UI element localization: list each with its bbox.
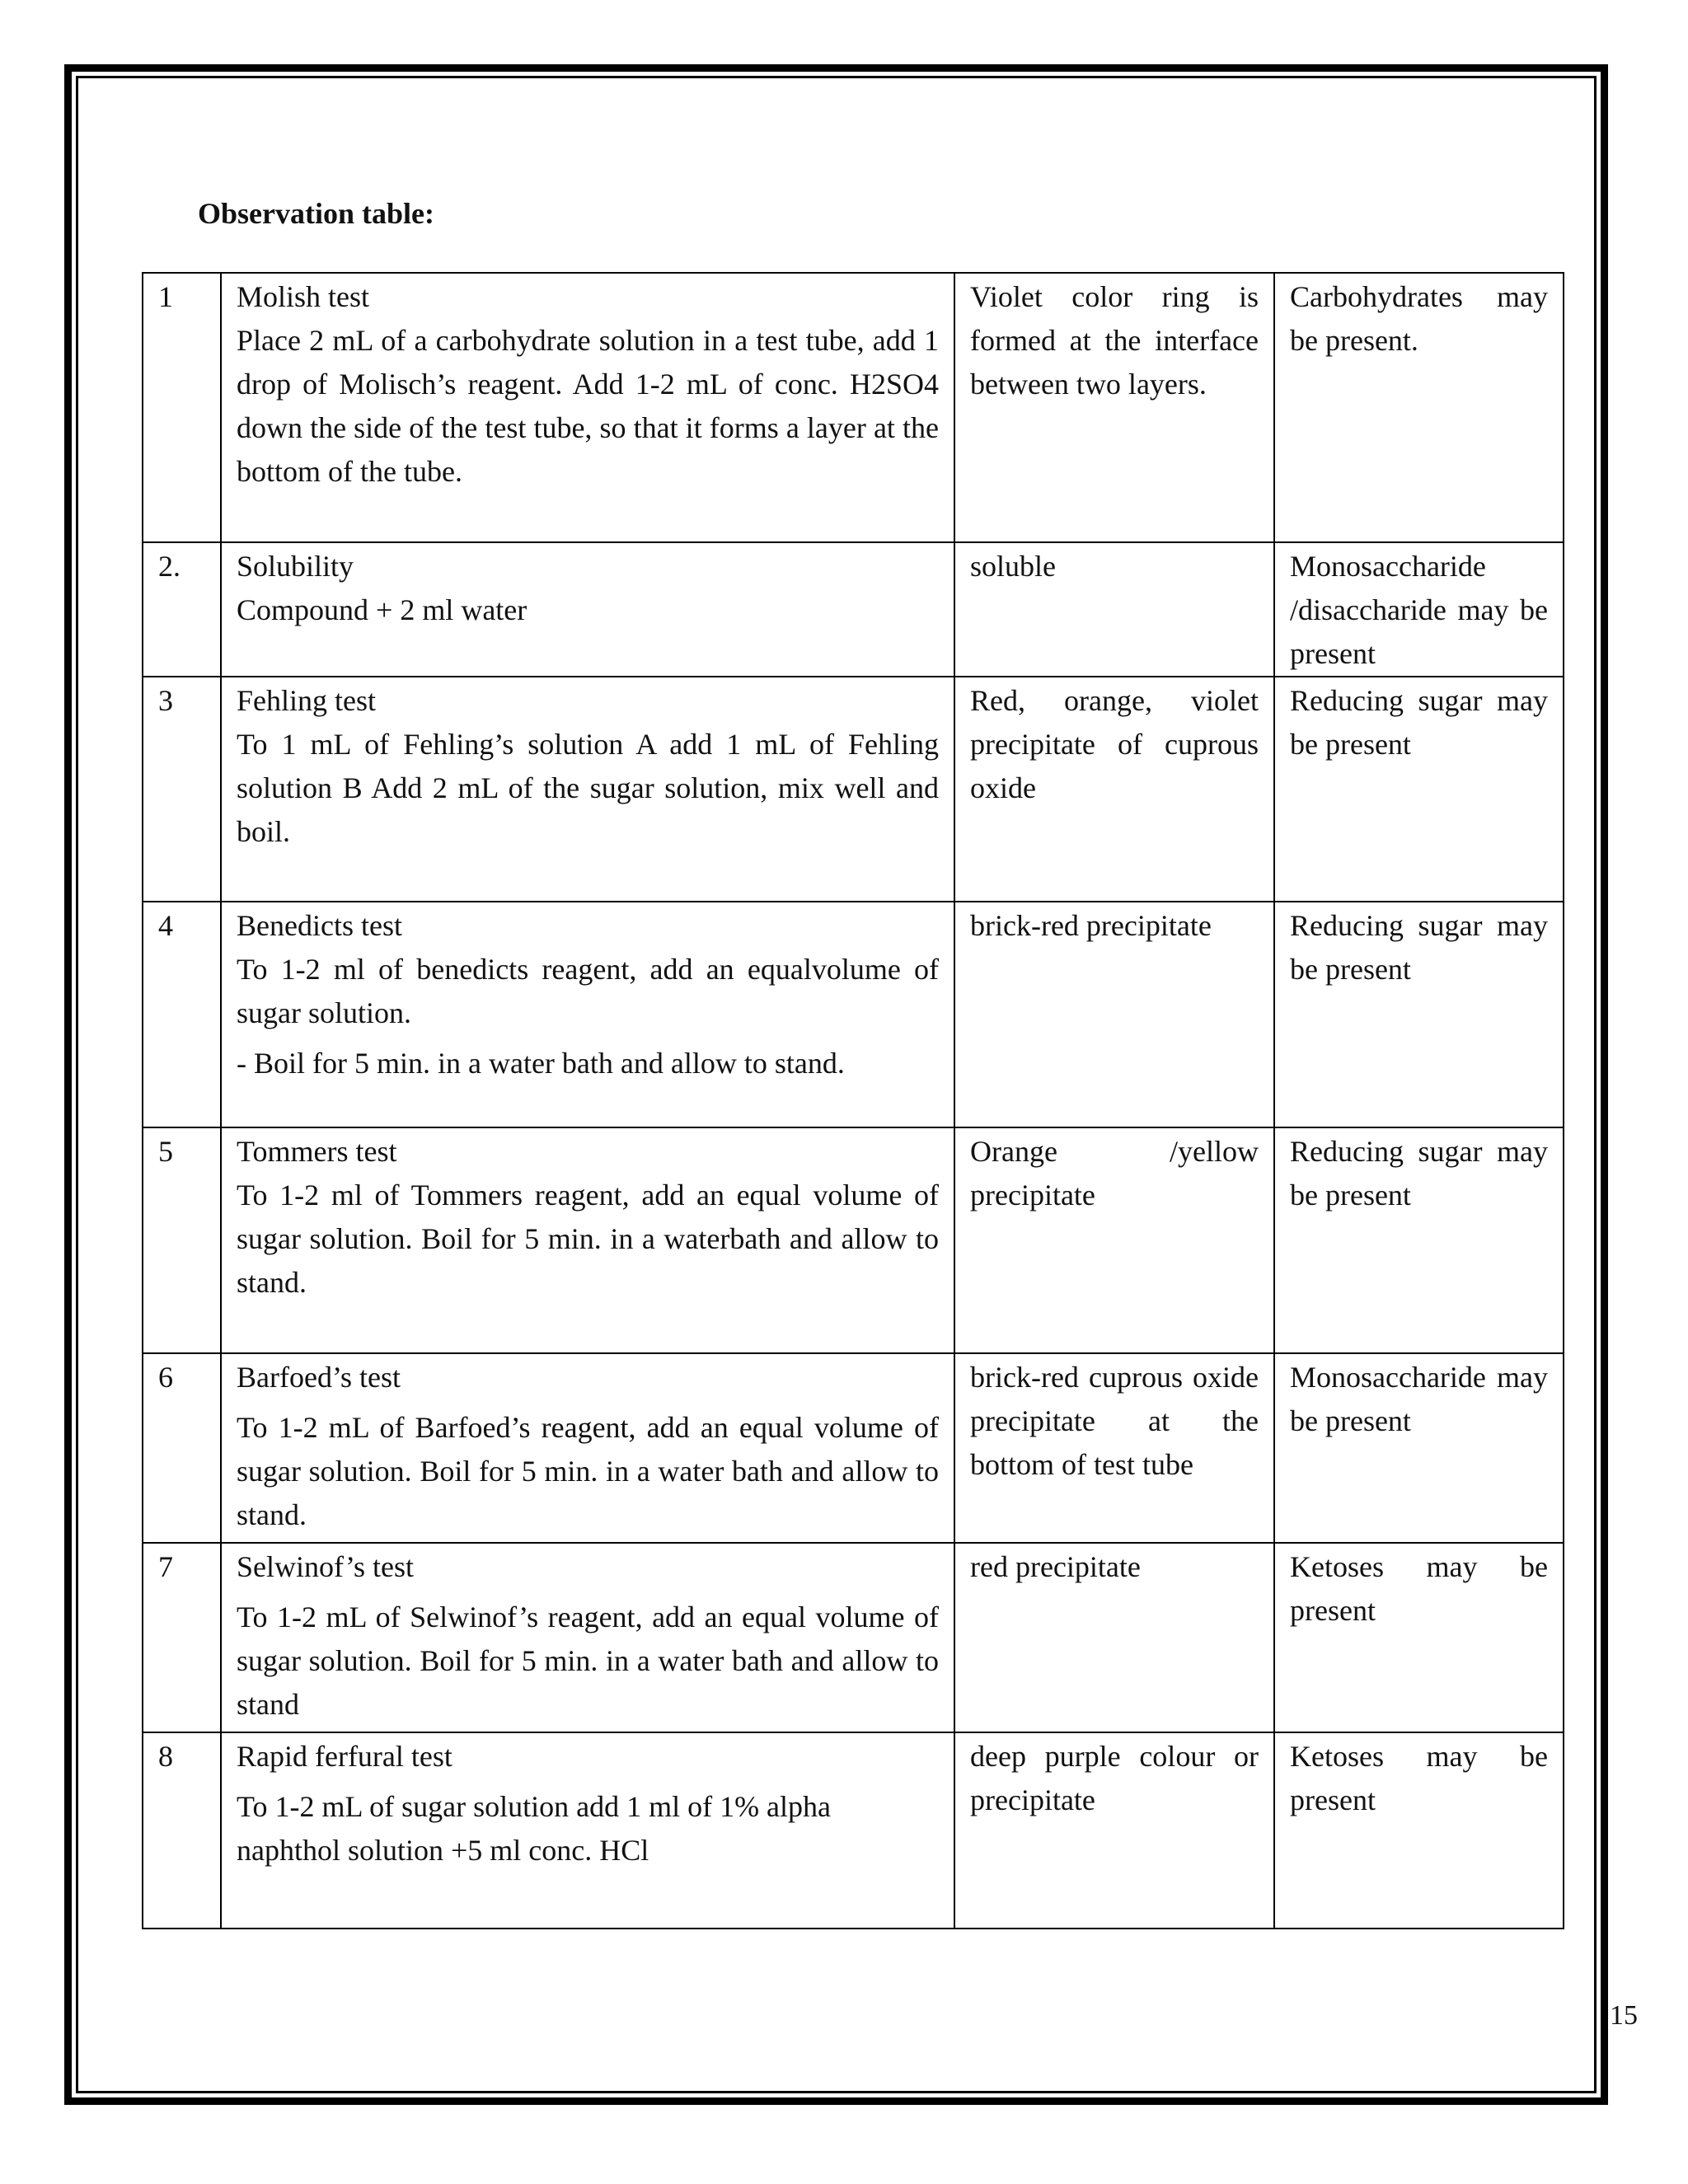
test-cell <box>221 677 954 902</box>
table-row <box>143 542 1564 677</box>
test-name: Rapid ferfural test <box>237 1740 452 1773</box>
observation: soluble <box>954 542 1274 677</box>
test-procedure: To 1-2 mL of Barfoed’s reagent, add an equal volume of sugar solution. Boil for 5 min. in a water bath and allow to stand. <box>237 1411 939 1531</box>
test-procedure: To 1-2 mL of Selwinof’s reagent, add an equal volume of sugar solution. Boil for 5 min. in a water bath and allow to stand <box>237 1601 939 1721</box>
serial-number: 7 <box>143 1543 221 1732</box>
test-procedure: Compound + 2 ml water <box>237 593 528 626</box>
test-name: Solubility <box>237 550 354 583</box>
test-cell <box>221 902 954 1127</box>
test-name: Fehling test <box>237 684 376 717</box>
serial-number: 4 <box>143 902 221 1127</box>
inference: Monosaccharide may be present <box>1274 1353 1564 1543</box>
table-row <box>143 1127 1564 1353</box>
test-procedure: To 1 mL of Fehling’s solution A add 1 mL of Fehling solution B Add 2 mL of the sugar solution, mix well and boil. <box>237 728 939 848</box>
test-cell <box>221 1127 954 1353</box>
table-row <box>143 1353 1564 1543</box>
inference: Ketoses may be present <box>1274 1732 1564 1929</box>
observation: red precipitate <box>954 1543 1274 1732</box>
serial-number: 8 <box>143 1732 221 1929</box>
table-row <box>143 677 1564 902</box>
observation: brick-red cuprous oxide precipitate at the bottom of test tube <box>954 1353 1274 1543</box>
test-name: Benedicts test <box>237 909 402 942</box>
serial-number: 1 <box>143 273 221 542</box>
test-cell <box>221 1353 954 1543</box>
table-row <box>143 902 1564 1127</box>
observation: Red, orange, violet precipitate of cuprous oxide <box>954 677 1274 902</box>
serial-number: 5 <box>143 1127 221 1353</box>
test-cell <box>221 1732 954 1929</box>
observation: brick-red precipitate <box>954 902 1274 1127</box>
inference: Ketoses may be present <box>1274 1543 1564 1732</box>
test-name: Barfoed’s test <box>237 1361 401 1394</box>
observation-table <box>142 272 1564 1929</box>
test-name: Molish test <box>237 280 370 313</box>
test-procedure: To 1-2 mL of sugar solution add 1 ml of 1% alpha naphthol solution +5 ml conc. HCl <box>237 1790 832 1867</box>
test-name: Selwinof’s test <box>237 1550 414 1583</box>
inference: Reducing sugar may be present <box>1274 1127 1564 1353</box>
table-row <box>143 1543 1564 1732</box>
test-procedure: To 1-2 ml of Tommers reagent, add an equal volume of sugar solution. Boil for 5 min. in a waterbath and allow to stand. <box>237 1179 939 1299</box>
page-number: 15 <box>1610 2000 1638 2031</box>
table-row <box>143 1732 1564 1929</box>
table-row <box>143 273 1564 542</box>
observation: Violet color ring is formed at the interface between two layers. <box>954 273 1274 542</box>
observation-table-heading: Observation table: <box>198 197 434 230</box>
inference: Carbohydrates may be present. <box>1274 273 1564 542</box>
serial-number: 3 <box>143 677 221 902</box>
observation: Orange /yellow precipitate <box>954 1127 1274 1353</box>
test-name: Tommers test <box>237 1135 397 1168</box>
serial-number: 6 <box>143 1353 221 1543</box>
test-procedure: To 1-2 ml of benedicts reagent, add an equalvolume of sugar solution. <box>237 953 939 1029</box>
inference: Monosaccharide /disaccharide may be present <box>1274 542 1564 677</box>
test-procedure: Place 2 mL of a carbohydrate solution in a test tube, add 1 drop of Molisch’s reagent. Add 1-2 mL of conc. H2SO4 down the side of the test tube, so that it forms a layer at the bottom of the tube. <box>237 324 939 488</box>
test-cell <box>221 273 954 542</box>
test-cell <box>221 1543 954 1732</box>
observation: deep purple colour or precipitate <box>954 1732 1274 1929</box>
test-cell <box>221 542 954 677</box>
test-procedure-step: - Boil for 5 min. in a water bath and allow to stand. <box>237 1047 845 1080</box>
serial-number: 2. <box>143 542 221 677</box>
inference: Reducing sugar may be present <box>1274 902 1564 1127</box>
inference: Reducing sugar may be present <box>1274 677 1564 902</box>
